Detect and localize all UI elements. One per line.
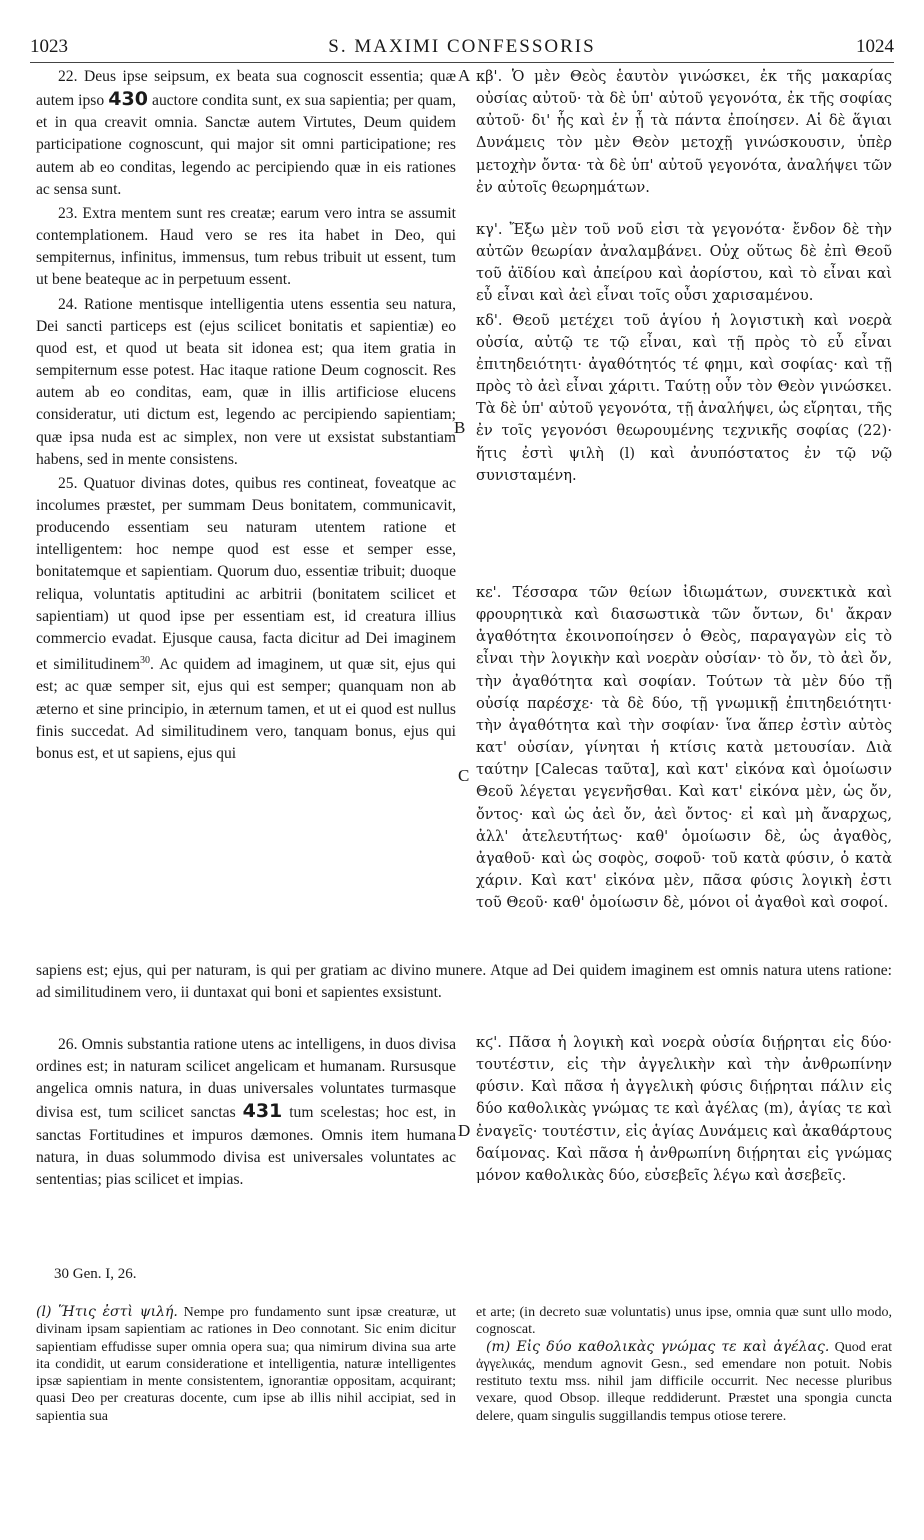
margin-letter-c: C [458, 766, 470, 785]
note-l [36, 1304, 456, 1425]
note-l-text: Nempe pro fundamento sunt ipsæ creaturæ, ut divinam ipsam sapientiam ac rationes in Deo connotant. Sic enim dicitur sapientiam effudisse super omnia opera sua; qua nimirum divina sua arte ita condidit, ut earum consideratione et intelligentia, naturæ intelligentes ipsæ sapientiam in mente consistentem, ignorantiæ oppositam, acquirant; quasi Deo per creaturas docente, cum ipse ab illis nihil accipiat, sed in sapientia sua [36, 1305, 457, 1424]
note-l-lemma: (l) Ἥτις ἐστὶ ψιλή. [36, 1304, 178, 1320]
greek-paragraph-24: κδ'. Θεοῦ μετέχει τοῦ ἁγίου ἡ λογιστικὴ καὶ νοερὰ οὐσία, αὐτῷ τε τῷ εἶναι, καὶ τῇ πρὸς τὸ εὖ εἶναι ἐπιτηδειότητι· ἀγαθότητός τέ φημι, καὶ σοφίας· καὶ τῇ πρὸς τὸ ἀεὶ εἶναι χάριτι. Ταύτῃ οὖν τὸν Θεὸν γινώσκει. Τὰ δὲ ὑπ' αὐτοῦ γεγονότα, τῇ ἀναλήψει, ὡς εἴρηται, τῆς ἐν τοῖς γεγονόσι θεωρουμένης τεχνικῆς σοφίας (22)· ἥτις ἐστὶ ψιλὴ (l) καὶ ἀνυπόστατος ἐν τῷ νῷ συνισταμένη. [476, 311, 892, 484]
latin-paragraph-24: 24. Ratione mentisque intelligentia utens essentia seu natura, Dei sancti particeps est (ejus scilicet bonitatis et sapientiæ) eo quod est, et quod ut beata sit idonea est; qua item gratia in sempiternum esse potest. Hac itaque ratione Deum cognoscit. Res autem ab eo conditas, eam, quæ in illis artificiose elucens consideratur, uti dictum est, legendo ac percipiendo sapientiam; quæ ipsa nuda est ac simplex, non vere ut exsistat substantiam habens, sed in mente consistens. [36, 295, 456, 468]
note-l-continuation: et arte; (in decreto suæ voluntatis) unus ipse, omnia quæ sunt ullo modo, cognoscat. [476, 1305, 892, 1338]
latin-paragraph-26 [36, 1034, 456, 1191]
page-number-right: 1024 [855, 36, 894, 57]
footnote-30: 30 Gen. I, 26. [54, 1266, 137, 1282]
reference-number: 431 [242, 1100, 283, 1123]
margin-letter-d: D [458, 1121, 471, 1140]
note-m-text: Quod erat ἀγγελικάς, mendum agnovit Gesn., sed emendare non potuit. Nobis restituto textu mss. nihil jam difficile occurrit. Nec necesse pluribus vexare, quod Obsop. illeque reddiderunt. Præstet una spongia cuncta delere, quam singulis suggillandis tempus otiose terere. [476, 1339, 893, 1424]
header-rule [30, 62, 894, 63]
greek-paragraph-25: κε'. Τέσσαρα τῶν θείων ἰδιωμάτων, συνεκτικὰ καὶ φρουρητικὰ καὶ διασωστικὰ τῶν ὄντων, δι' ἄκραν ἀγαθότητα ἐκοινοποίησεν ὁ Θεὸς, παραγαγὼν εἰς τὸ εἶναι τὴν λογικὴν καὶ νοερὰν οὐσίαν· τὸ ὄν, τὸ ἀεὶ ὄν, τὴν ἀγαθότητα καὶ σοφίαν. Τούτων τὰ μὲν δύο τῇ οὐσίᾳ παρέσχε· τὰ δὲ δύο, τῇ γνωμικῇ ἐπιτηδειότητι· τὴν ἀγαθότητα καὶ τὴν σοφίαν· ἵνα ἅπερ ἐστὶν αὐτὸς κατ' οὐσίαν, γίνηται ἡ κτίσις κατὰ μετουσίαν. Διὰ ταύτην [Calecas ταῦτα], καὶ κατ' εἰκόνα καὶ ὁμοίωσιν Θεοῦ λέγεται γεγενῆσθαι. Καὶ κατ' εἰκόνα μὲν, ὡς ὄν, ὄντος· καὶ ὡς ἀεὶ ὄν, ἀεὶ ὄντος· εἰ καὶ μὴ ἄναρχως, ἀλλ' ἀτελευτήτως· καθ' ὁμοίωσιν δὲ, ὡς ἀγαθὸς, ἀγαθοῦ· καὶ ὡς σοφὸς, σοφοῦ· τοῦ κατὰ φύσιν, ὁ κατὰ χάριν. Καὶ κατ' εἰκόνα μὲν, πᾶσα φύσις λογικὴ ἐστι τοῦ Θεοῦ· καθ' ὁμοίωσιν δὲ, μόνοι οἱ ἀγαθοὶ καὶ σοφοί. [476, 584, 892, 912]
greek-paragraph-26: κϛ'. Πᾶσα ἡ λογικὴ καὶ νοερὰ οὐσία διῄρηται εἰς δύο· τουτέστιν, εἰς τὴν ἀγγελικὴν καὶ τὴν ἀνθρωπίνην φύσιν. Καὶ πᾶσα ἡ ἀγγελικὴ φύσις διῄρηται πάλιν εἰς δύο καθολικὰς γνώμας τε καὶ ἀγέλας (m), ἁγίας τε καὶ ἐναγεῖς· τουτέστιν, εἰς ἁγίας Δυνάμεις καὶ ἀκαθάρτους δαίμονας. Καὶ πᾶσα ἡ ἀνθρωπίνη διῄρηται εἰς γνώμας μόνον καθολικὰς δύο, εὐσεβεῖς λέγω καὶ ἀσεβεῖς. [476, 1034, 892, 1184]
notes-right [476, 1304, 892, 1425]
footnote-marker: 30 [140, 655, 151, 667]
margin-letter-b: B [454, 418, 466, 437]
latin-p22-text: 22. Deus ipse seipsum, ex beata sua cognoscit essentia; quæ autem ipso [36, 68, 456, 110]
latin-column-lower [36, 1034, 456, 1193]
latin-p25-text: 25. Quatuor divinas dotes, quibus res contineat, foveatque ac incolumes præstet, per summam Deus bonitatem, communicavit, producendo essentiam seu naturam utentem ratione et intelligentem: hoc nempe quod est esse et semper esse, bonitatemque et sapientiam. Quorum duo, essentiæ tribuit; duoque reliqua, voluntatis aptitudini ac arbitrii (bonitatem scilicet et sapientiam) ut quod ipse per essentiam est, id creatura illius commercio evadat. Ejusque causa, facta dicitur ad Dei imaginem et similitudinem [36, 474, 456, 674]
latin-paragraph-25 [36, 473, 456, 765]
greek-column-25 [476, 582, 892, 916]
latin-p26-text: 26. Omnis substantia ratione utens ac intelligens, in duos divisa ordines est; in naturam scilicet angelicam et humanam. Rursusque angelica omnis natura, in duas universales voluntates turmasque divisa est, tum scilicet sanctas [36, 1036, 456, 1122]
latin-paragraph-25-fullwidth: sapiens est; ejus, qui per naturam, is qui per gratiam ac divino munere. Atque ad Dei quidem imaginem est omnis natura utens ratione: ad similitudinem vero, ii duntaxat qui boni et sapientes exsistunt. [36, 962, 892, 1002]
greek-column-26 [476, 1032, 892, 1189]
greek-paragraph-23: κγ'. Ἔξω μὲν τοῦ νοῦ εἰσι τὰ γεγονότα· ἔνδον δὲ τὴν αὐτῶν θεωρίαν ἀναλαμβάνει. Οὐχ οὕτως δὲ ἐπὶ Θεοῦ τοῦ ἀϊδίου καὶ ἀπείρου καὶ ἀορίστου, καὶ τὸ εἶναι καὶ εὖ εἶναι καὶ ἀεὶ εἶναι τοῖς οὖσι χαρισαμένου. [476, 220, 892, 305]
greek-paragraph-22: κβ'. Ὁ μὲν Θεὸς ἑαυτὸν γινώσκει, ἐκ τῆς μακαρίας οὐσίας αὐτοῦ· τὰ δὲ ὑπ' αὐτοῦ γεγονότα, ἐκ τῆς σοφίας αὐτοῦ· δι' ἧς καὶ ἐν ᾗ τὰ πάντα ἐποίησεν. Αἱ δὲ ἅγιαι Δυνάμεις τὸν μὲν Θεὸν μετοχῇ γινώσκουσιν, ὑπὲρ μετοχὴν ὄντα· τὰ δὲ ὑπ' αὐτοῦ γεγονότα, ἀναλήψει τῶν ἐν αὐτοῖς θεωρημάτων. [476, 68, 892, 196]
margin-letter-a: A [458, 66, 471, 85]
latin-column [36, 66, 456, 765]
reference-number: 430 [108, 88, 148, 111]
running-title: S. MAXIMI CONFESSORIS [328, 36, 596, 57]
latin-paragraph-23: 23. Extra mentem sunt res creatæ; earum vero intra se assumit contemplationem. Haud vero se res ita habet in Deo, qui sempiternus, infinitus, immensus, tum rebus tribuit ut essent, tum ut bene beateque ac in perpetuum essent. [36, 204, 456, 289]
latin-p26-text-cont: tum scelestas; hoc est, in sanctas Fortitudines et impuros dæmones. Omnis item humana natura, in duas solummodo divisa est universales voluntates ac sententias; pias scilicet et impias. [36, 1104, 456, 1188]
latin-p25-text-cont: . Ac quidem ad imaginem, ut quæ sit, ejus qui est; ac quæ semper sit, ejus qui est semper; quanquam non ab æterno et sine principio, in æternum tamen, et ut ei quod est nullus finis succedat. Ad similitudinem vero, tanquam bonus, ejus qui bonus est, et ut sapiens, ejus qui [36, 656, 456, 762]
latin-p22-text-cont: auctore condita sunt, ex sua sapientia; per quam, et in qua creavit omnia. Sanctæ autem Virtutes, Deum quidem participatione cognoscunt, qui major sit omni participatione; res autem ab eo conditas, legendo ac percipiendo quæ in eis rationes ac sensa sunt. [36, 92, 457, 198]
greek-column [476, 66, 892, 489]
latin-paragraph-22 [36, 66, 456, 201]
page-header [30, 36, 894, 58]
page-number-left: 1023 [30, 36, 68, 57]
note-m-lemma: (m) Εἰς δύο καθολικὰς γνώμας τε καὶ ἀγέλας. [486, 1338, 830, 1355]
